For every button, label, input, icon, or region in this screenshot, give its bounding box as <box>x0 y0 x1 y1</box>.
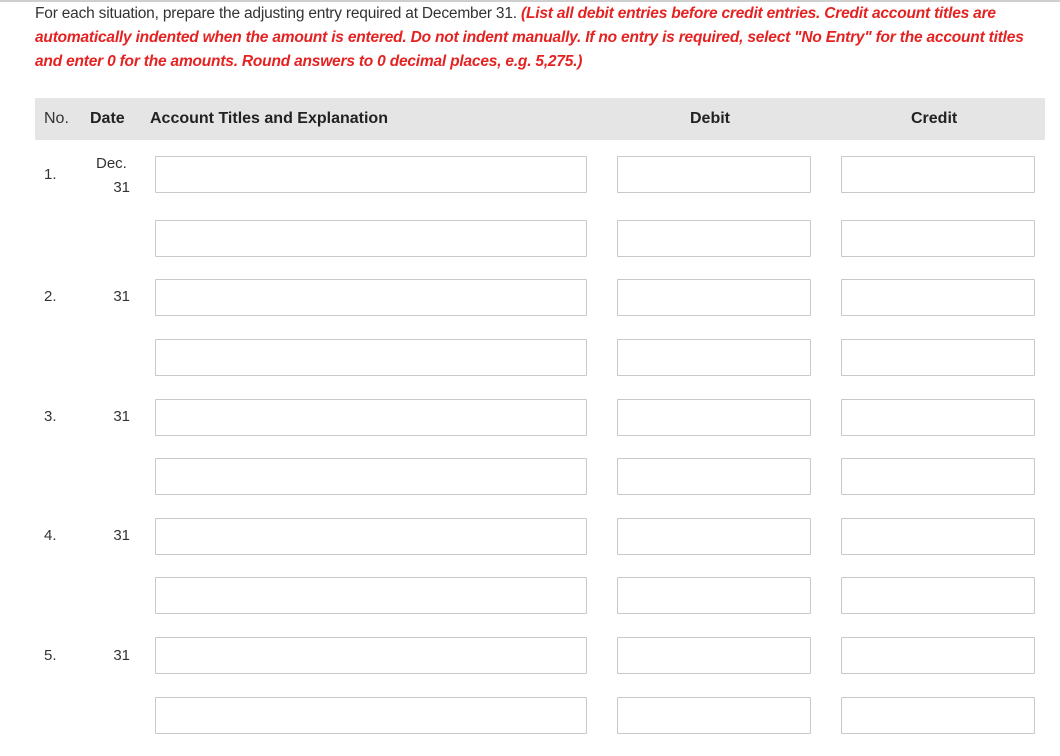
instructions-lead: For each situation, prepare the adjusting entry required at December 31. <box>35 5 517 22</box>
account-title-input[interactable] <box>155 458 587 495</box>
account-title-input[interactable] <box>155 518 587 555</box>
account-title-input[interactable] <box>155 339 587 376</box>
account-title-input[interactable] <box>155 697 587 734</box>
account-title-input[interactable] <box>155 637 587 674</box>
credit-input[interactable] <box>841 279 1035 316</box>
credit-input[interactable] <box>841 399 1035 436</box>
credit-input[interactable] <box>841 220 1035 257</box>
account-title-input[interactable] <box>155 399 587 436</box>
debit-input[interactable] <box>617 156 811 193</box>
debit-input[interactable] <box>617 458 811 495</box>
debit-input[interactable] <box>617 220 811 257</box>
debit-input[interactable] <box>617 637 811 674</box>
credit-input[interactable] <box>841 339 1035 376</box>
entry-date-day: 31 <box>113 527 130 544</box>
credit-input[interactable] <box>841 518 1035 555</box>
header-account-titles: Account Titles and Explanation <box>150 110 388 127</box>
account-title-input[interactable] <box>155 577 587 614</box>
debit-input[interactable] <box>617 279 811 316</box>
entry-date-day: 31 <box>113 288 130 305</box>
header-no: No. <box>44 110 69 127</box>
entry-date-month: Dec. <box>96 155 127 172</box>
table-header <box>35 98 1045 140</box>
debit-input[interactable] <box>617 518 811 555</box>
credit-input[interactable] <box>841 697 1035 734</box>
entry-date-day: 31 <box>113 408 130 425</box>
credit-input[interactable] <box>841 637 1035 674</box>
entry-number: 5. <box>44 647 57 664</box>
instructions <box>35 2 1025 74</box>
debit-input[interactable] <box>617 697 811 734</box>
instructions-note: (List all debit entries before credit entries. Credit account titles are automatically indented when the amount is entered. Do not indent manually. If no entry is required, select "No Entry" for the account titles and enter 0 for the amounts. Round answers to 0 decimal places, e.g. 5,275.) <box>35 5 1024 70</box>
credit-input[interactable] <box>841 577 1035 614</box>
debit-input[interactable] <box>617 577 811 614</box>
entry-date-day: 31 <box>113 179 130 196</box>
account-title-input[interactable] <box>155 220 587 257</box>
debit-input[interactable] <box>617 339 811 376</box>
header-date: Date <box>90 110 125 127</box>
account-title-input[interactable] <box>155 279 587 316</box>
credit-input[interactable] <box>841 156 1035 193</box>
credit-input[interactable] <box>841 458 1035 495</box>
account-title-input[interactable] <box>155 156 587 193</box>
debit-input[interactable] <box>617 399 811 436</box>
header-debit: Debit <box>690 110 730 127</box>
entry-number: 4. <box>44 527 57 544</box>
header-credit: Credit <box>911 110 958 127</box>
entry-number: 2. <box>44 288 57 305</box>
entry-number: 3. <box>44 408 57 425</box>
entry-date-day: 31 <box>113 647 130 664</box>
entry-number: 1. <box>44 166 57 183</box>
